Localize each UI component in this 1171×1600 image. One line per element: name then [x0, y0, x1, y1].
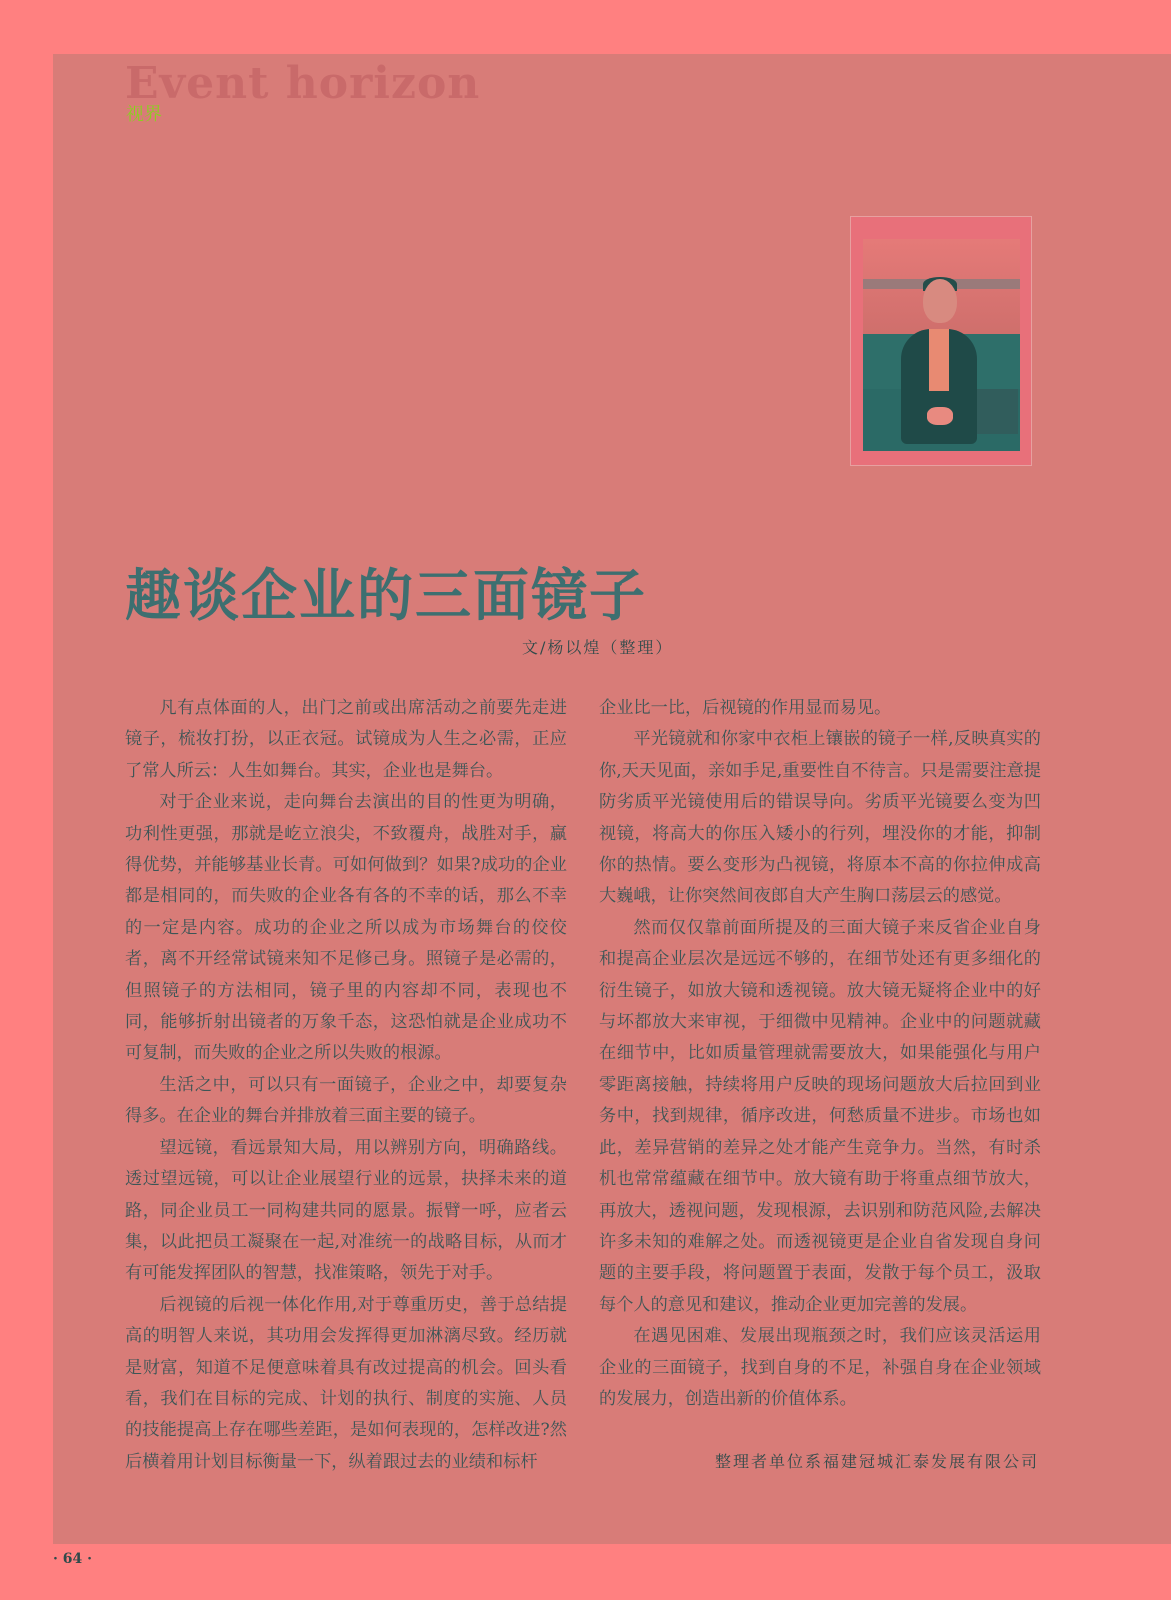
paragraph: 望远镜，看远景知大局，用以辨别方向，明确路线。透过望远镜，可以让企业展望行业的远景，抉择未来的道路，同企业员工一同构建共同的愿景。振臂一呼，应者云集，以此把员工凝聚在一起,对准统一的战略目标，从而才有可能发挥团队的智慧，找准策略，领先于对手。 — [125, 1137, 567, 1284]
article-column-left — [125, 693, 567, 1478]
author-portrait-image — [863, 239, 1020, 451]
paragraph: 平光镜就和你家中衣柜上镶嵌的镜子一样,反映真实的你,天天见面，亲如手足,重要性自不待言。只是需要注意提防劣质平光镜使用后的错误导向。劣质平光镜要么变为凹视镜，将高大的你压入矮小的行列，埋没你的才能，抑制你的热情。要么变形为凸视镜，将原本不高的你拉伸成高大巍峨，让你突然间夜郎自大产生胸口荡层云的感觉。 — [599, 729, 1041, 907]
paragraph: 生活之中，可以只有一面镜子，企业之中，却要复杂得多。在企业的舞台并排放着三面主要的镜子。 — [125, 1074, 567, 1127]
article-column-right — [599, 693, 1041, 1415]
section-title-en: Event horizon — [125, 58, 481, 109]
section-title-cn: 视界 — [126, 104, 162, 125]
paragraph: 后视镜的后视一体化作用,对于尊重历史，善于总结提高的明智人来说，其功用会发挥得更加淋漓尽致。经历就是财富，知道不足便意味着具有改过提高的机会。回头看看，我们在目标的完成、计划的执行、制度的实施、人员的技能提高上存在哪些差距，是如何表现的，怎样改进?然后横着用计划目标衡量一下，纵着跟过去的业绩和标杆 — [125, 1294, 567, 1472]
page-number: · 64 · — [53, 1551, 92, 1567]
paragraph-continued: 企业比一比，后视镜的作用显而易见。 — [599, 698, 892, 718]
article-byline: 文/杨以煌（整理） — [522, 638, 674, 657]
author-organization: 整理者单位系福建冠城汇泰发展有限公司 — [714, 1452, 1039, 1471]
author-photo — [850, 216, 1032, 466]
paragraph: 凡有点体面的人，出门之前或出席活动之前要先走进镜子，梳妆打扮，以正衣冠。试镜成为人生之必需，正应了常人所云：人生如舞台。其实，企业也是舞台。 — [125, 698, 567, 781]
paragraph: 然而仅仅靠前面所提及的三面大镜子来反省企业自身和提高企业层次是远远不够的，在细节处还有更多细化的衍生镜子，如放大镜和透视镜。放大镜无疑将企业中的好与坏都放大来审视，于细微中见精神。企业中的问题就藏在细节中，比如质量管理就需要放大，如果能强化与用户零距离接触，持续将用户反映的现场问题放大后拉回到业务中，找到规律，循序改进，何愁质量不进步。市场也如此，差异营销的差异之处才能产生竞争力。当然，有时杀机也常常蕴藏在细节中。放大镜有助于将重点细节放大，再放大，透视问题，发现根源，去识别和防范风险,去解决许多未知的难解之处。而透视镜更是企业自省发现自身问题的主要手段，将问题置于表面，发散于每个员工，汲取每个人的意见和建议，推动企业更加完善的发展。 — [599, 917, 1041, 1315]
article-title: 趣谈企业的三面镜子 — [125, 564, 647, 629]
paragraph: 对于企业来说，走向舞台去演出的目的性更为明确，功利性更强，那就是屹立浪尖，不致覆舟，战胜对手，赢得优势，并能够基业长青。可如何做到？如果?成功的企业都是相同的，而失败的企业各有各的不幸的话，那么不幸的一定是内容。成功的企业之所以成为市场舞台的佼佼者，离不开经常试镜来知不足修己身。照镜子是必需的，但照镜子的方法相同，镜子里的内容却不同，表现也不同，能够折射出镜者的万象千态，这恐怕就是企业成功不可复制，而失败的企业之所以失败的根源。 — [125, 792, 567, 1064]
paragraph: 在遇见困难、发展出现瓶颈之时，我们应该灵活运用企业的三面镜子，找到自身的不足，补强自身在企业领域的发展力，创造出新的价值体系。 — [599, 1326, 1041, 1409]
